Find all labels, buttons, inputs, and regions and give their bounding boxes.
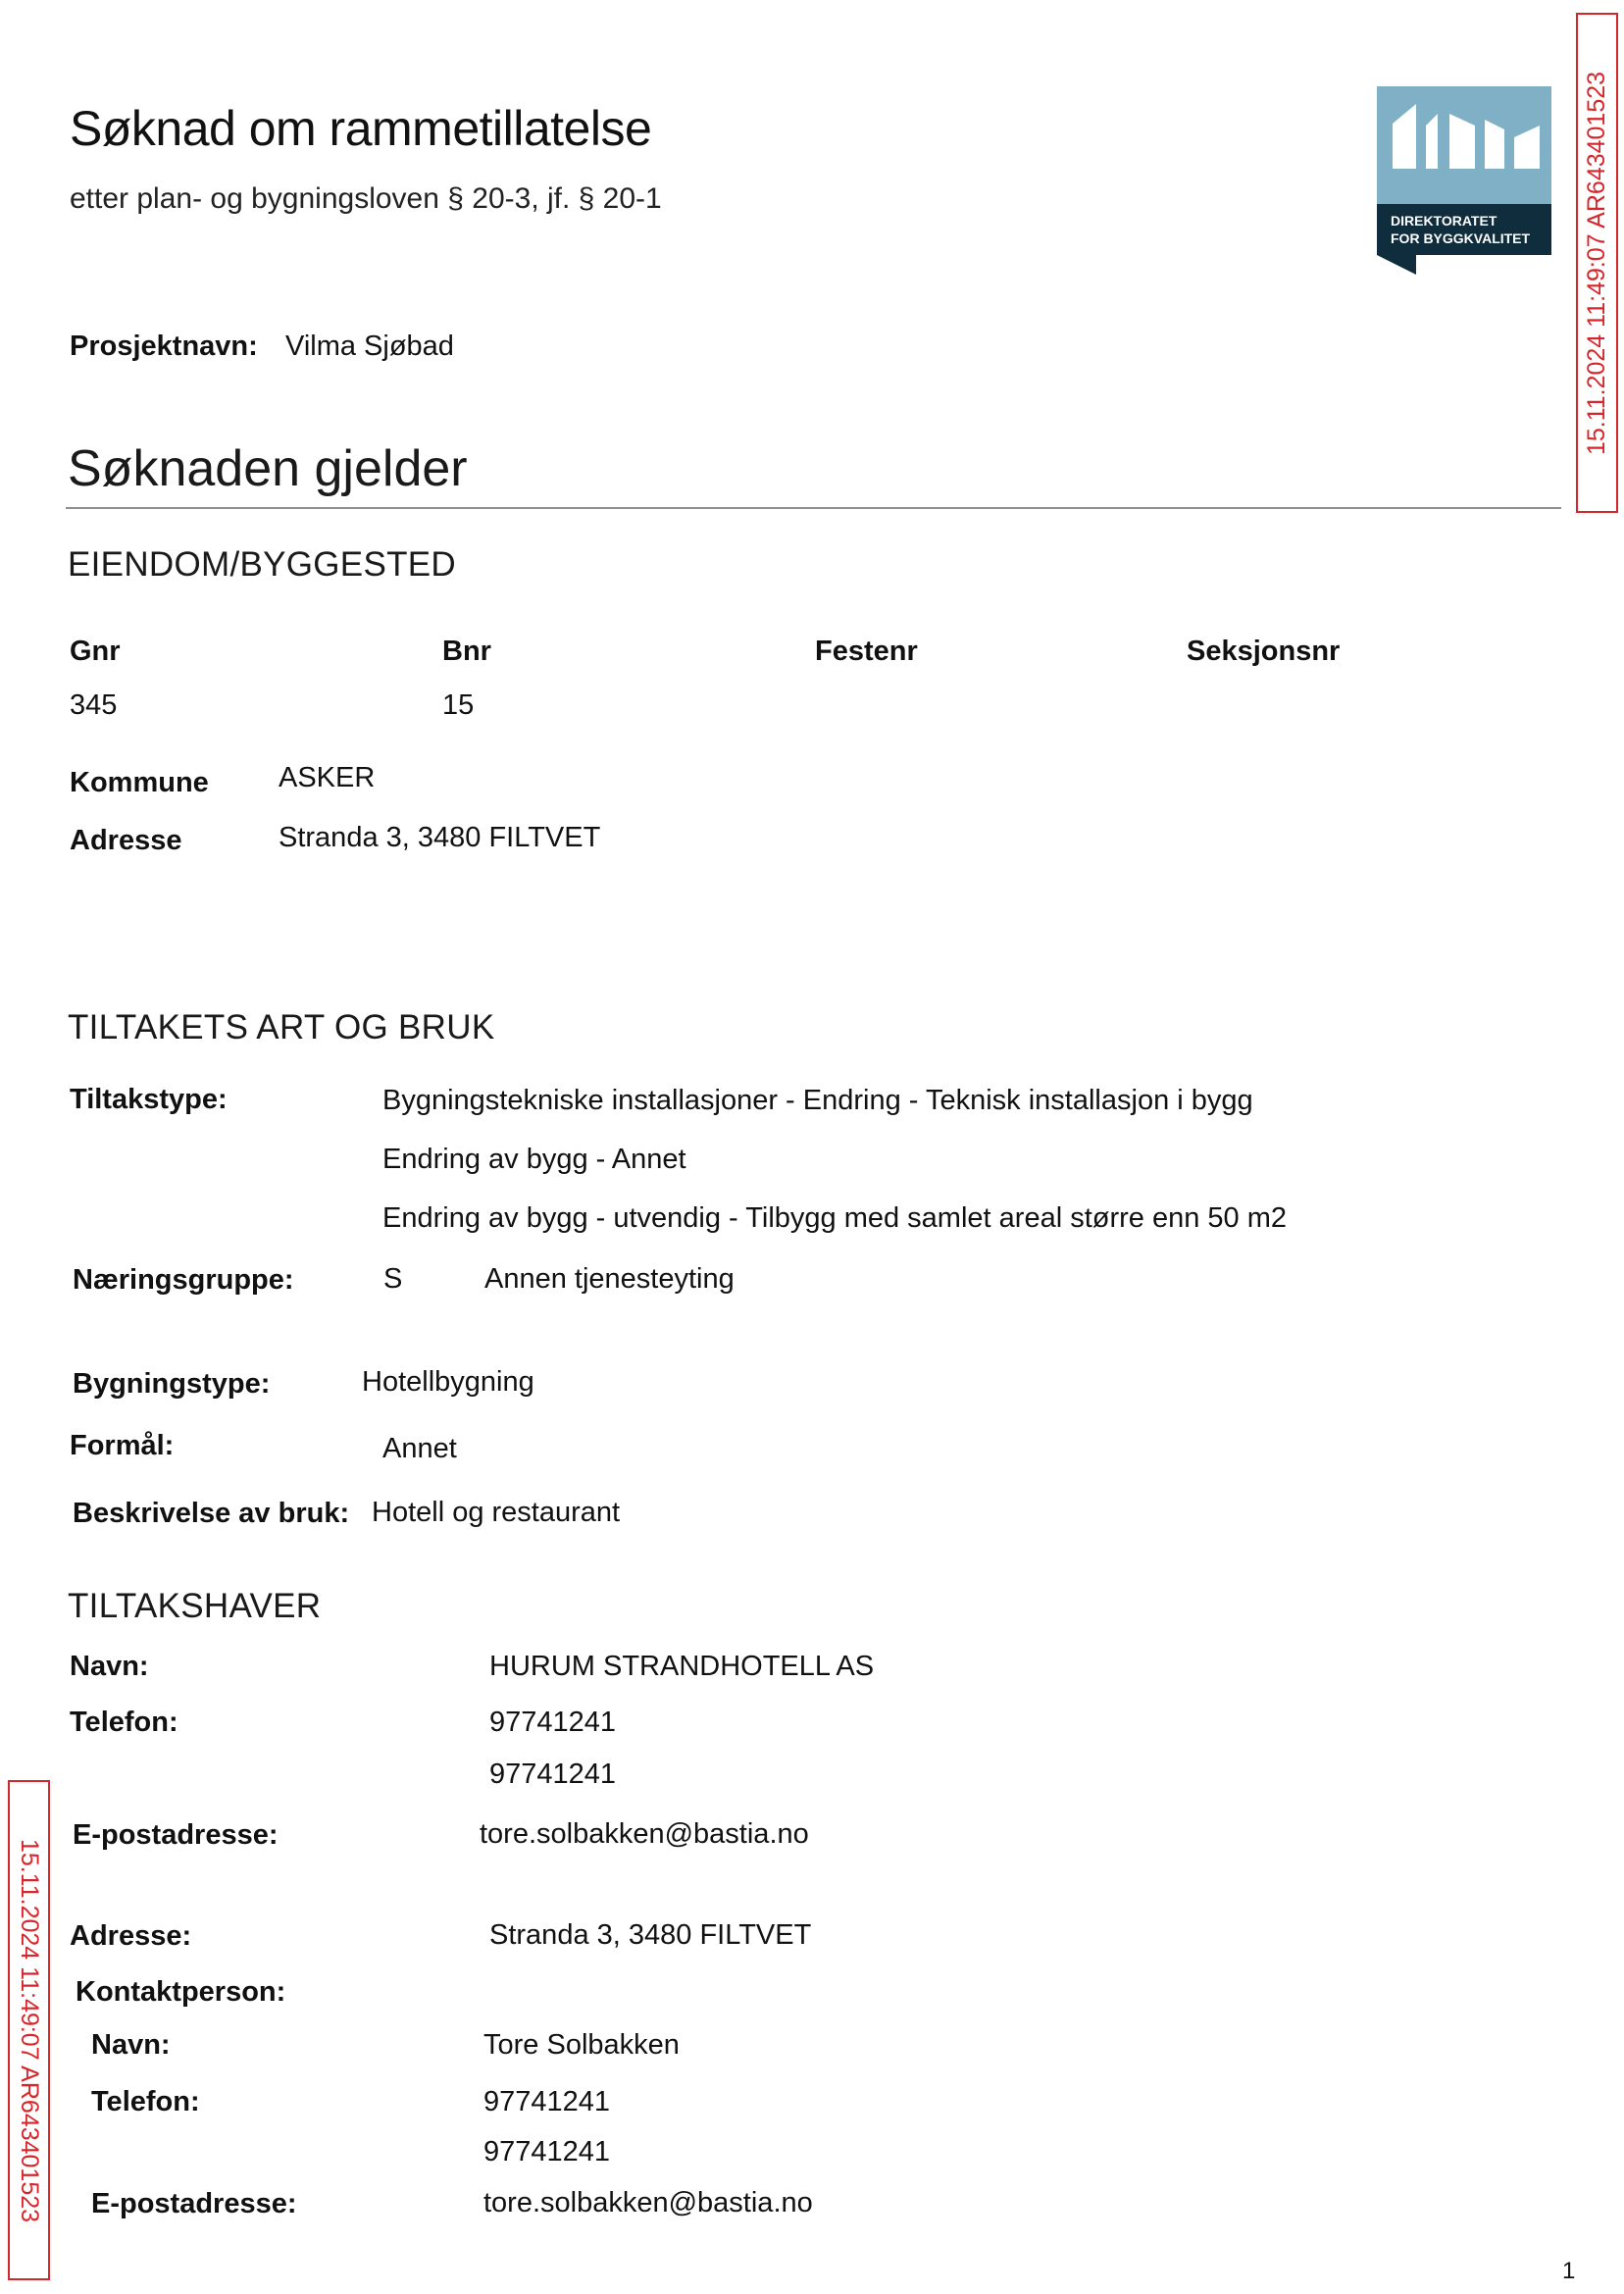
formal-label: Formål: — [70, 1430, 175, 1461]
kontakt-navn-value: Tore Solbakken — [483, 2029, 680, 2061]
kommune-label: Kommune — [70, 767, 209, 798]
tiltakstype-2: Endring av bygg - Annet — [382, 1144, 686, 1175]
dibk-logo — [1377, 86, 1551, 275]
tiltakstype-3: Endring av bygg - utvendig - Tilbygg med samlet areal større enn 50 m2 — [382, 1202, 1288, 1234]
eiendom-heading: EIENDOM/BYGGESTED — [68, 545, 456, 584]
tiltakshaver-adresse-value: Stranda 3, 3480 FILTVET — [489, 1919, 812, 1951]
tiltak-heading: TILTAKETS ART OG BRUK — [68, 1008, 495, 1046]
project-name-value: Vilma Sjøbad — [285, 331, 454, 362]
logo-text-1: DIREKTORATET — [1391, 213, 1497, 229]
kontakt-telefon-label: Telefon: — [91, 2086, 200, 2117]
adresse-value: Stranda 3, 3480 FILTVET — [279, 822, 601, 853]
bnr-header: Bnr — [442, 636, 491, 667]
section-divider — [66, 507, 1561, 509]
kontakt-telefon-2: 97741241 — [483, 2136, 611, 2167]
tiltakshaver-epost-value: tore.solbakken@bastia.no — [480, 1818, 809, 1850]
tiltakshaver-epost-label: E-postadresse: — [73, 1819, 279, 1851]
bnr-value: 15 — [442, 689, 475, 721]
page-number: 1 — [1562, 2258, 1576, 2284]
naeringsgruppe-label: Næringsgruppe: — [73, 1264, 294, 1296]
adresse-label: Adresse — [70, 825, 182, 856]
tiltakshaver-telefon-label: Telefon: — [70, 1707, 178, 1738]
festenr-header: Festenr — [815, 636, 918, 667]
tiltakshaver-adresse-label: Adresse: — [70, 1920, 192, 1952]
gnr-value: 345 — [70, 689, 118, 721]
date-stamp-top — [1576, 13, 1618, 513]
tiltakstype-1: Bygningstekniske installasjoner - Endring - Teknisk installasjon i bygg — [382, 1085, 1253, 1116]
section-title: Søknaden gjelder — [68, 440, 468, 497]
kontakt-epost-label: E-postadresse: — [91, 2188, 297, 2219]
kontakt-epost-value: tore.solbakken@bastia.no — [483, 2187, 813, 2218]
date-stamp-text: 15.11.2024 11:49:07 AR643401523 — [16, 1838, 44, 2222]
gnr-header: Gnr — [70, 636, 121, 667]
tiltakshaver-telefon-2: 97741241 — [489, 1759, 617, 1790]
tiltakshaver-heading: TILTAKSHAVER — [68, 1587, 322, 1625]
beskrivelse-label: Beskrivelse av bruk: — [73, 1498, 350, 1529]
tiltakshaver-navn-value: HURUM STRANDHOTELL AS — [489, 1651, 875, 1682]
bygningstype-label: Bygningstype: — [73, 1368, 271, 1400]
date-stamp-left — [8, 1780, 50, 2280]
kontaktperson-label: Kontaktperson: — [76, 1976, 286, 2008]
kommune-value: ASKER — [279, 762, 376, 793]
tiltakshaver-navn-label: Navn: — [70, 1651, 149, 1682]
tiltakstype-label: Tiltakstype: — [70, 1084, 228, 1115]
seksjonsnr-header: Seksjonsnr — [1187, 636, 1341, 667]
tiltakshaver-telefon-1: 97741241 — [489, 1707, 617, 1738]
naeringsgruppe-code: S — [383, 1263, 403, 1295]
logo-text-2: FOR BYGGKVALITET — [1391, 230, 1531, 246]
kontakt-telefon-1: 97741241 — [483, 2086, 611, 2117]
naeringsgruppe-text: Annen tjenesteyting — [484, 1263, 735, 1295]
project-name-label: Prosjektnavn: — [70, 331, 258, 362]
formal-value: Annet — [382, 1433, 457, 1464]
beskrivelse-value: Hotell og restaurant — [372, 1497, 621, 1528]
date-stamp-text: 15.11.2024 11:49:07 AR643401523 — [1583, 71, 1611, 455]
bygningstype-value: Hotellbygning — [362, 1366, 534, 1398]
page-subtitle: etter plan- og bygningsloven § 20-3, jf. § 20-1 — [70, 182, 662, 215]
kontakt-navn-label: Navn: — [91, 2029, 171, 2061]
page-title: Søknad om rammetillatelse — [70, 101, 652, 156]
